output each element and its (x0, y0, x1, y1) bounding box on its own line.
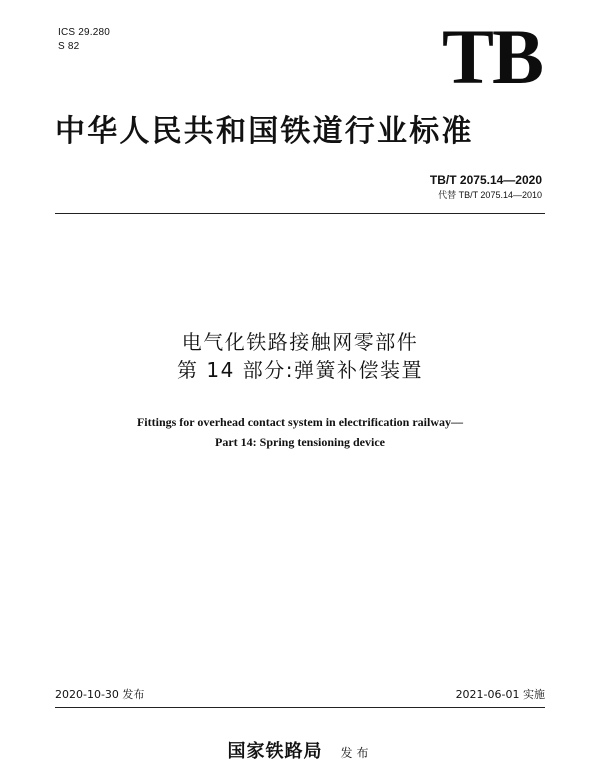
ccs-code: S 82 (58, 41, 80, 52)
issuing-organization: 国家铁路局 (227, 741, 323, 762)
bottom-divider (55, 707, 545, 708)
chinese-title (0, 328, 600, 384)
tb-logo: TB (441, 13, 542, 100)
english-title-line-1: Fittings for overhead contact system in electrification railway— (136, 415, 464, 429)
standard-number-block (430, 172, 542, 202)
english-title-line-2: Part 14: Spring tensioning device (215, 435, 385, 449)
issue-action: 发布 (340, 746, 373, 760)
standard-code: TB/T 2075.14—2020 (429, 173, 542, 187)
ics-code: ICS 29.280 (58, 27, 111, 38)
english-title (0, 412, 600, 452)
replaces-standard: 代替 TB/T 2075.14—2010 (438, 190, 542, 200)
standard-category-heading: 中华人民共和国铁道行业标准 (55, 114, 474, 149)
chinese-title-line-2: 第 14 部分:弹簧补偿装置 (177, 358, 423, 382)
effective-date: 2021-06-01 实施 (455, 688, 545, 701)
chinese-title-line-1: 电气化铁路接触网零部件 (181, 330, 419, 354)
classification-codes (58, 26, 110, 54)
issue-date: 2020-10-30 发布 (55, 688, 145, 701)
top-divider (55, 213, 545, 214)
issuer-line (0, 740, 600, 765)
